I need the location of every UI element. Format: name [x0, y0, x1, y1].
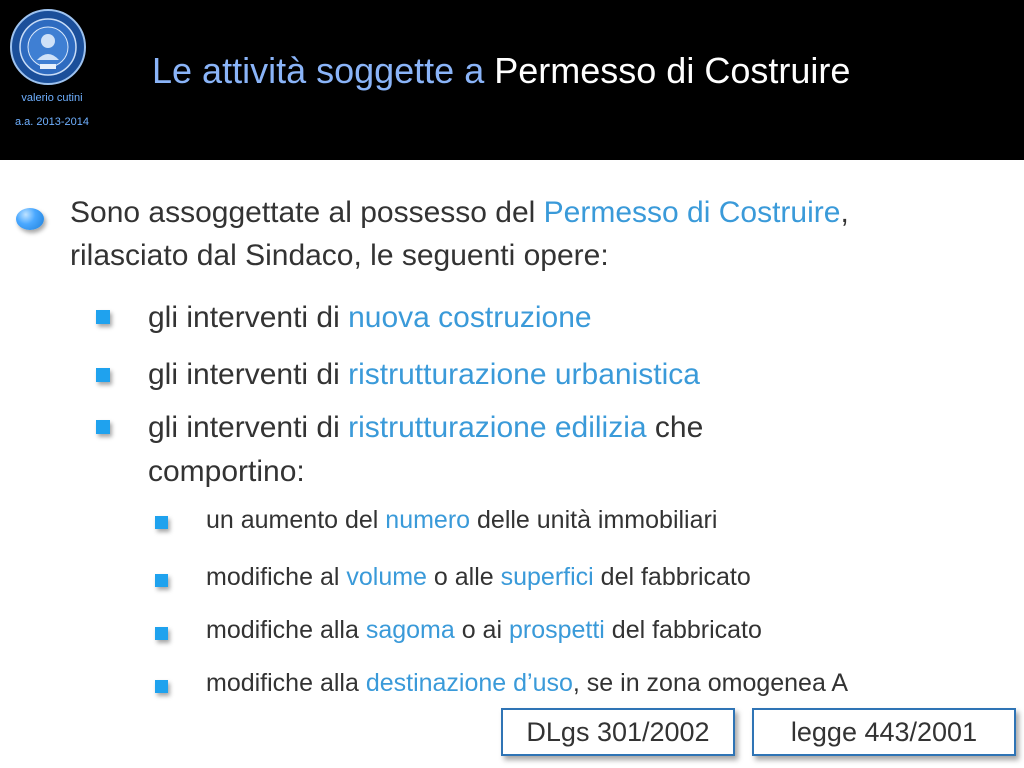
round-bullet-icon [16, 208, 44, 230]
square-bullet-icon [155, 516, 168, 529]
sub-item-highlight: numero [385, 506, 471, 534]
sub-item-text: del fabbricato [604, 616, 762, 644]
sub-item-highlight: superfici [500, 563, 594, 591]
sub-item-highlight: sagoma [365, 616, 455, 644]
sub-list-item [206, 561, 751, 593]
item-highlight: nuova costruzione [348, 301, 592, 334]
university-seal-icon [9, 8, 87, 86]
sub-item-text: modifiche alla [206, 616, 366, 644]
intro-text-a: Sono assoggettate al possesso del [70, 196, 544, 229]
intro-text [70, 192, 849, 233]
sub-item-text: modifiche alla [206, 669, 366, 697]
square-bullet-icon [155, 680, 168, 693]
sub-list-item [206, 504, 717, 536]
square-bullet-icon [155, 627, 168, 640]
slide-title [152, 50, 850, 92]
academic-year: a.a. 2013-2014 [14, 116, 89, 128]
title-main: Permesso di Costruire [494, 50, 851, 91]
item-highlight: ristrutturazione edilizia [348, 411, 647, 444]
intro-highlight: Permesso di Costruire [543, 196, 841, 229]
intro-text-line2: rilasciato dal Sindaco, le seguenti opere: [70, 239, 609, 272]
square-bullet-icon [96, 420, 110, 434]
list-item [148, 297, 592, 338]
sub-item-text: o alle [426, 563, 501, 591]
square-bullet-icon [96, 368, 110, 382]
reference-legge-box: legge 443/2001 [752, 708, 1016, 756]
sub-item-text: , se in zona omogenea A [572, 669, 849, 697]
item-prefix: gli interventi di [148, 358, 349, 391]
reference-dlgs-box: DLgs 301/2002 [501, 708, 735, 756]
item-highlight: ristrutturazione urbanistica [348, 358, 700, 391]
author-name: valerio cutini [21, 92, 83, 104]
slide-header [0, 0, 1024, 160]
sub-item-highlight: volume [346, 563, 427, 591]
list-item-line2: comportino: [148, 455, 305, 488]
item-prefix: gli interventi di [148, 301, 349, 334]
list-item [148, 354, 700, 395]
sub-item-highlight: destinazione d’uso [365, 669, 573, 697]
item-prefix: gli interventi di [148, 411, 349, 444]
title-accent: Le attività soggette a [152, 50, 485, 91]
sub-list-item [206, 614, 762, 646]
square-bullet-icon [155, 574, 168, 587]
intro-text-b: , [840, 196, 849, 229]
sub-list-item [206, 667, 848, 699]
sub-item-text: modifiche al [206, 563, 347, 591]
sub-item-text: del fabbricato [593, 563, 751, 591]
item-suffix: che [646, 411, 704, 444]
list-item [148, 407, 703, 448]
sub-item-highlight: prospetti [508, 616, 605, 644]
sub-item-text: delle unità immobiliari [470, 506, 718, 534]
sub-item-text: o ai [454, 616, 509, 644]
square-bullet-icon [96, 310, 110, 324]
sub-item-text: un aumento del [206, 506, 386, 534]
